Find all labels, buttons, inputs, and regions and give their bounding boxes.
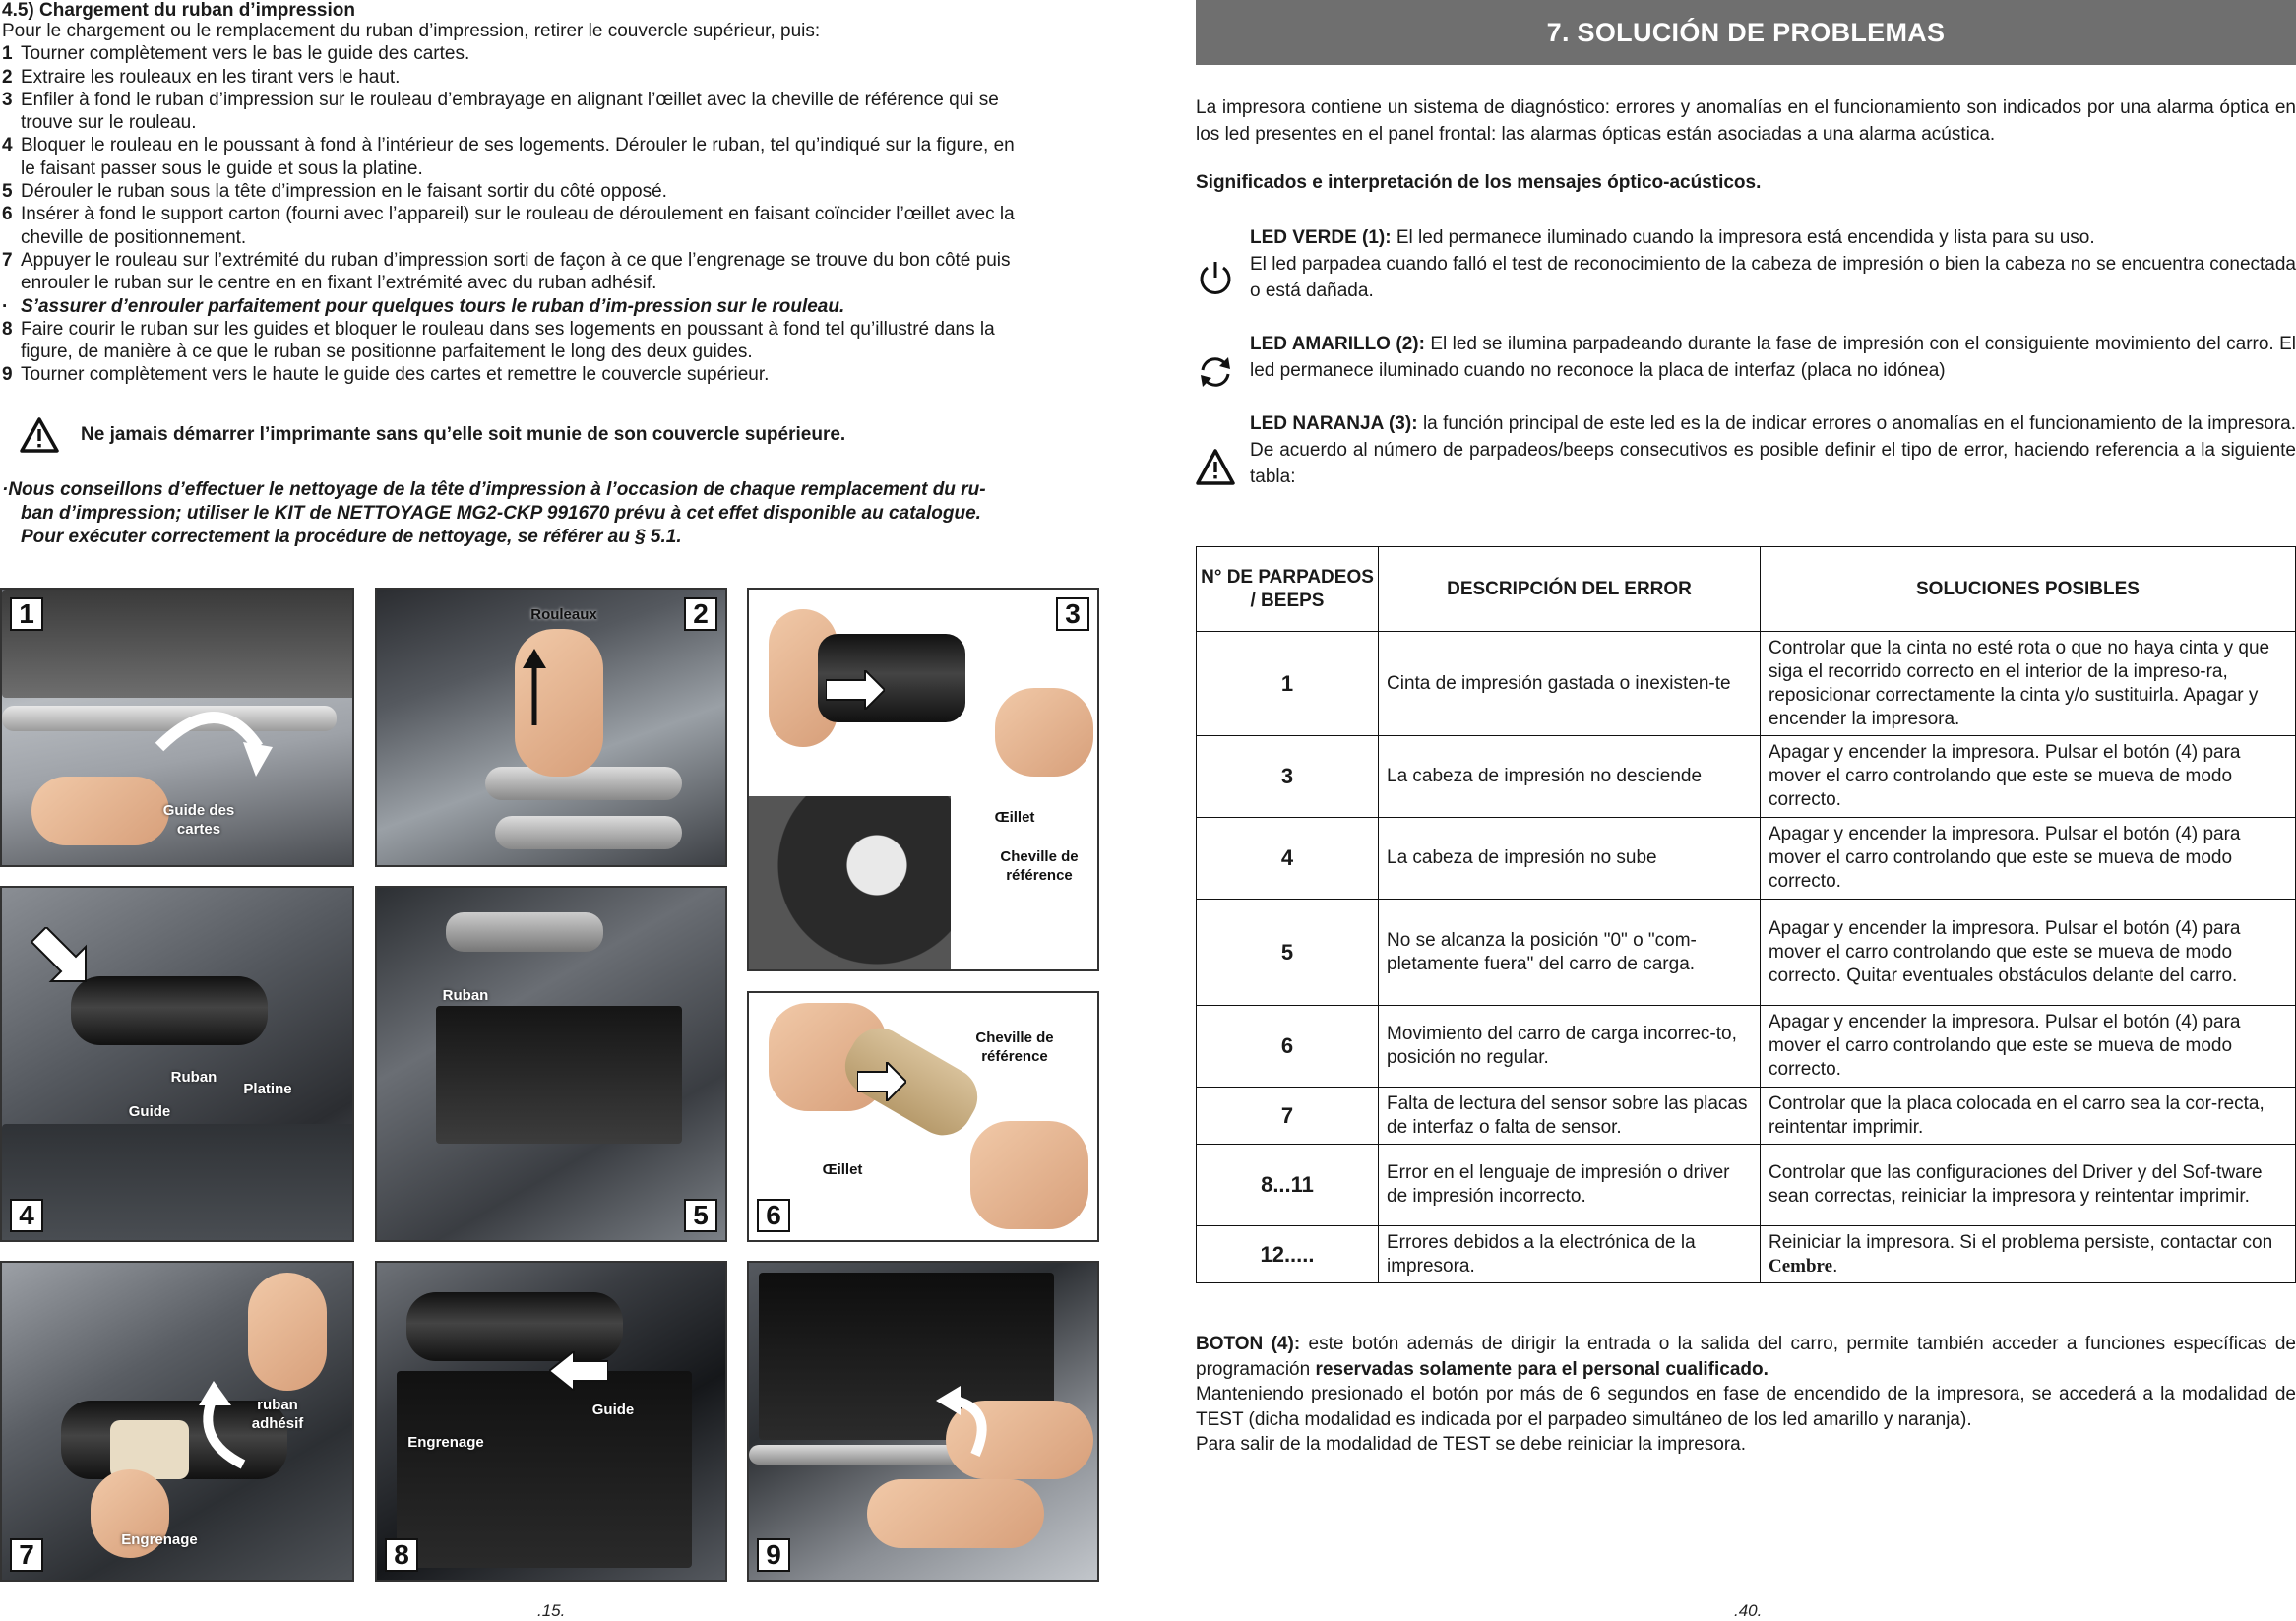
- header-solutions: SOLUCIONES POSIBLES: [1761, 547, 2296, 632]
- step-6: 6 Insérer à fond le support carton (fourni avec l’appareil) sur le rouleau de déroulement en faisant coïncider l’œillet avec la: [2, 204, 1015, 225]
- figure-1: [0, 588, 354, 867]
- advice: ·Nous conseillons d’effectuer le nettoyage de la tête d’impression à l’occasion de chaque remplacement du ru- ban d’impression; utiliser le KIT de NETTOYAGE MG2-CKP 991670 prévu à cet effet disponible au catalogue. Pour exécuter correctement la procédure de nettoyage, se référer au § 5.1.: [2, 479, 986, 547]
- figure-number: 6: [757, 1199, 790, 1232]
- figure-number: 8: [385, 1538, 418, 1572]
- label-guide-des-cartes: Guide des cartes: [162, 802, 235, 838]
- label-engrenage: Engrenage: [121, 1531, 198, 1548]
- figure-2: [375, 588, 727, 867]
- figure-8: [375, 1261, 727, 1582]
- label-engrenage: Engrenage: [407, 1434, 484, 1451]
- power-icon: [1196, 258, 1235, 297]
- led-verde: LED VERDE (1): El led permanece iluminado cuando la impresora está encendida y lista para su uso. El led parpadea cuando falló el test de reconocimiento de la cabeza de impresión o bien la cabeza no se encuentra conectada o está dañada.: [1250, 227, 2296, 301]
- figure-7: [0, 1261, 354, 1582]
- left-page: [0, 0, 1112, 1621]
- figure-5: [375, 886, 727, 1242]
- label-cheville: Cheville de référence: [1000, 848, 1079, 884]
- label-guide: Guide: [128, 1103, 171, 1120]
- figure-4: [0, 886, 354, 1242]
- step-5: 5 Dérouler le ruban sous la tête d’impression en le faisant sortir du côté opposé.: [2, 181, 667, 203]
- table-header-row: [1197, 547, 2296, 632]
- label-rouleaux: Rouleaux: [530, 606, 597, 623]
- table-row: 12..... Errores debidos a la electrónica de la impresora. Reiniciar la impresora. Si el problema persiste, contactar con Cembre.: [1197, 1226, 2296, 1283]
- warning-text: Ne jamais démarrer l’imprimante sans qu’elle soit munie de son couvercle supérieure.: [81, 424, 846, 445]
- warning-icon: [1196, 448, 1235, 487]
- note: · S’assurer d’enrouler parfaitement pour quelques tours le ruban d’im-pression sur le rouleau.: [2, 295, 845, 317]
- figure-number: 1: [10, 597, 43, 631]
- step-2: 2 Extraire les rouleaux en les tirant vers le haut.: [2, 66, 401, 88]
- label-guide: Guide: [591, 1402, 635, 1418]
- table-row: 8...11 Error en el lenguaje de impresión o driver de impresión incorrecto. Controlar que las configuraciones del Driver y del Sof-tware sean correctas, reiniciar la impresora y reintentar imprimir.: [1197, 1145, 2296, 1226]
- refresh-icon: [1196, 352, 1235, 392]
- page-number: .40.: [1734, 1601, 1763, 1620]
- step-7: 7 Appuyer le rouleau sur l’extrémité du ruban d’impression sorti de façon à ce que l’engrenage se trouve du bon côté puis: [2, 249, 1011, 271]
- warning-icon: [20, 417, 59, 453]
- cembre-brand: Cembre: [1769, 1255, 1833, 1277]
- table-row: 1 Cinta de impresión gastada o inexisten-te Controlar que la cinta no esté rota o que no haya cinta y que siga el recorrido correcto en el interior de la impreso-ra, reposicionar correctamente la cinta y/o sustituirla. Apagar y encender la impresora.: [1197, 632, 2296, 736]
- page-number: .15.: [537, 1601, 566, 1620]
- step-3: 3 Enfiler à fond le ruban d’impression sur le rouleau d’embrayage en alignant l’œillet avec la cheville de référence qui se: [2, 89, 999, 110]
- figure-number: 9: [757, 1538, 790, 1572]
- header-description: DESCRIPCIÓN DEL ERROR: [1379, 547, 1761, 632]
- section-header: 7. SOLUCIÓN DE PROBLEMAS: [1196, 0, 2296, 65]
- boton-section: BOTON (4): este botón además de dirigir la entrada o la salida del carro, permite también acceder a funciones específicas de programación reservadas solamente para el personal cualificado. Manteniendo presionado el botón por más de 6 segundos en fase de encendido de la impresora, se accederá a la modalidad de TEST (dicha modalidad es indicada por el parpadeo simultáneo de los led amarillo y naranja). Para salir de la modalidad de TEST se debe reiniciar la impresora.: [1196, 1334, 2296, 1455]
- figure-number: 7: [10, 1538, 43, 1572]
- subtitle: Significados e interpretación de los mensajes óptico-acústicos.: [1196, 172, 1762, 193]
- label-oeillet: Œillet: [822, 1161, 863, 1178]
- step-9: 9 Tourner complètement vers le haute le guide des cartes et remettre le couvercle supérieur.: [2, 364, 770, 386]
- section-title: 4.5) Chargement du ruban d’impression: [2, 0, 355, 21]
- step-1: 1 Tourner complètement vers le bas le guide des cartes.: [2, 43, 470, 65]
- table-row: 3 La cabeza de impresión no desciende Apagar y encender la impresora. Pulsar el botón (4) para mover el carro controlando que este se mueva de modo correcto.: [1197, 736, 2296, 818]
- error-table: [1196, 546, 2296, 1283]
- figure-3: [747, 588, 1099, 971]
- figure-number: 4: [10, 1199, 43, 1232]
- right-page: [1196, 0, 2296, 1621]
- intro-text: La impresora contiene un sistema de diagnóstico: errores y anomalías en el funcionamiento son indicados por una alarma óptica en los led presentes en el panel frontal: las alarmas ópticas están asociadas a una alarma acústica.: [1196, 97, 2296, 145]
- step-8: 8 Faire courir le ruban sur les guides et bloquer le rouleau dans ses logements en poussant à fond tel qu’illustré dans la: [2, 318, 995, 340]
- label-platine: Platine: [243, 1081, 292, 1097]
- header-beeps: N° DE PARPADEOS / BEEPS: [1197, 547, 1379, 632]
- intro-text: Pour le chargement ou le remplacement du ruban d’impression, retirer le couvercle supérieur, puis:: [2, 21, 821, 41]
- figure-number: 2: [684, 597, 717, 631]
- label-ruban: Ruban: [170, 1069, 217, 1086]
- label-oeillet: Œillet: [994, 809, 1035, 826]
- table-row: 7 Falta de lectura del sensor sobre las placas de interfaz o falta de sensor. Controlar que la placa colocada en el carro sea la cor-recta, reintentar imprimir.: [1197, 1088, 2296, 1145]
- led-amarillo: LED AMARILLO (2): El led se ilumina parpadeando durante la fase de impresión con el consiguiente movimiento del carro. El led permanece iluminado cuando no reconoce la placa de interfaz (placa no idónea): [1250, 334, 2296, 381]
- warning-row: [20, 417, 845, 453]
- led-naranja: LED NARANJA (3): la función principal de este led es la de indicar errores o anomalías en el funcionamiento de la impresora. De acuerdo al número de parpadeos/beeps consecutivos es posible definir el tipo de error, haciendo referencia a la siguiente tabla:: [1250, 413, 2296, 487]
- table-row: 4 La cabeza de impresión no sube Apagar y encender la impresora. Pulsar el botón (4) para mover el carro controlando que este se mueva de modo correcto.: [1197, 818, 2296, 900]
- label-ruban: Ruban: [442, 987, 489, 1004]
- figure-number: 3: [1056, 597, 1089, 631]
- label-cheville: Cheville de référence: [975, 1029, 1054, 1065]
- figure-6: [747, 991, 1099, 1242]
- table-row: 6 Movimiento del carro de carga incorrec-to, posición no regular. Apagar y encender la impresora. Pulsar el botón (4) para mover el carro controlando que este se mueva de modo correcto.: [1197, 1006, 2296, 1088]
- figure-number: 5: [684, 1199, 717, 1232]
- table-row: 5 No se alcanza la posición "0" o "com-pletamente fuera" del carro de carga. Apagar y encender la impresora. Pulsar el botón (4) para mover el carro controlando que este se mueva de modo correcto. Quitar eventuales obstáculos delante del carro.: [1197, 900, 2296, 1006]
- figure-9: [747, 1261, 1099, 1582]
- step-4: 4 Bloquer le rouleau en le poussant à fond à l’intérieur de ses logements. Dérouler le ruban, tel qu’indiqué sur la figure, en: [2, 135, 1015, 156]
- instructions: Pour le chargement ou le remplacement du ruban d’impression, retirer le couvercle supérieur, puis: 1 Tourner complètement vers le bas le guide des cartes. 2 Extraire les rouleaux en les tirant vers le haut. 3 Enfiler à fond le ruban d’impression sur le rouleau d’embrayage en alignant l’œillet avec la cheville de référence qui se trouve sur le rouleau. 4 Bloquer le rouleau en le poussant à fond à l’intérieur de ses logements. Dérouler le ruban, tel qu’indiqué sur la figure, en le faisant passer sous le guide et sous la platine. 5 Dérouler le ruban sous la tête d’impression en le faisant sortir du côté opposé. 6 Insérer à fond le support carton (fourni avec l’appareil) sur le rouleau de déroulement en faisant coïncider l’œillet avec la cheville de positionnement. 7 Appuyer le rouleau sur l’extrémité du ruban d’impression sorti de façon à ce que l’engrenage se trouve du bon côté puis enrouler le ruban sur le centre en en fixant l’extrémité avec du ruban adhésif. · S’assurer d’enrouler parfaitement pour quelques tours le ruban d’im-pression sur le rouleau. 8 Faire courir le ruban sur les guides et bloquer le rouleau dans ses logements en poussant à fond tel qu’illustré dans la figure, de manière à ce que le ruban se positionne parfaitement le long des deux guides. 9 Tourner complètement vers le haute le guide des cartes et remettre le couvercle supérieur.: [2, 20, 1104, 387]
- label-ruban-adhesif: ruban adhésif: [251, 1397, 304, 1432]
